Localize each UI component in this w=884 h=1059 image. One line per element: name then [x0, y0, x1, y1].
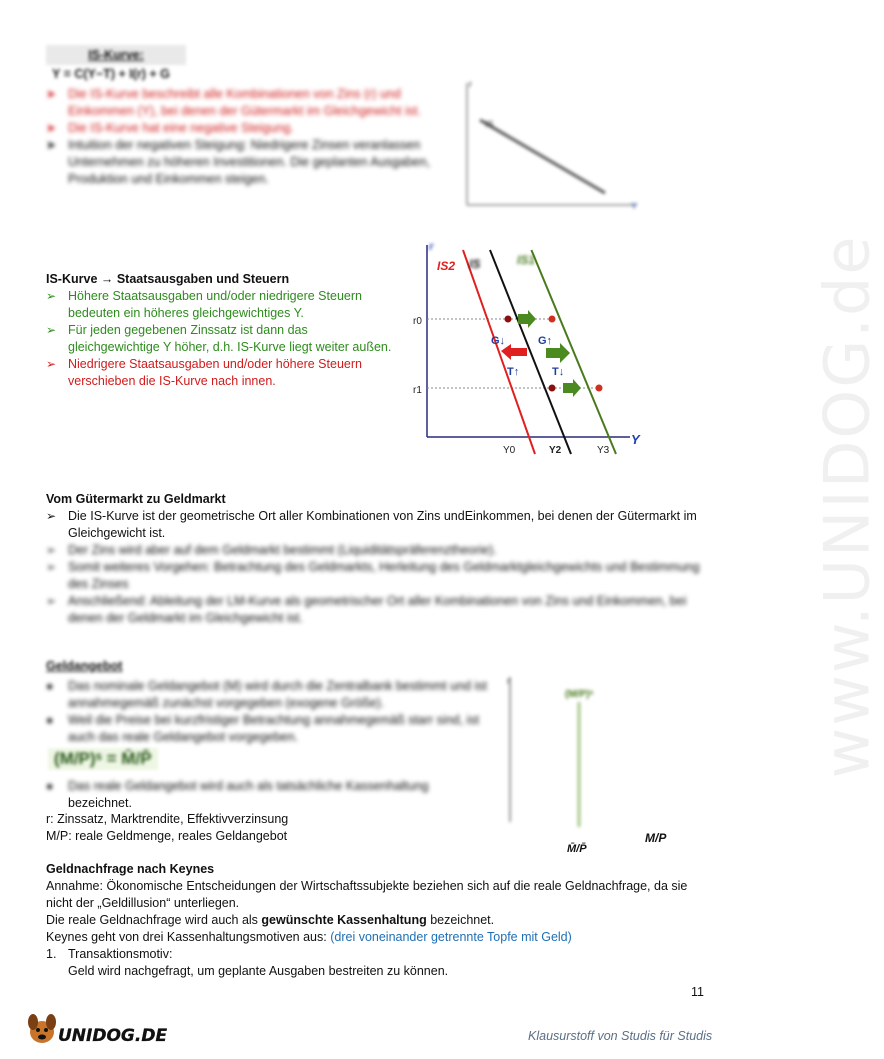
- item1-number: 1.: [46, 947, 57, 961]
- section4-heading: Geldangebot: [46, 659, 123, 673]
- section4-bullet3: [46, 778, 491, 812]
- x-axis-label: Y: [631, 432, 640, 447]
- watermark: www.UNIDOG.de: [810, 234, 884, 779]
- section5-para2: [46, 912, 706, 929]
- list-item: ➢ Höhere Staatsausgaben und/oder niedrigere Steuern bedeuten ein höheres gleichgewichtiges Y.: [46, 289, 362, 320]
- money-supply-formula: (M/P)ˢ = M̄/P̄: [48, 748, 158, 770]
- annotation-t-up: T↑: [507, 366, 520, 378]
- arrow-bullet-icon: ➤: [46, 87, 57, 101]
- item1-text: Geld wird nachgefragt, um geplante Ausgaben bestreiten zu können.: [68, 964, 449, 978]
- is-formula: Y = C(Y−T) + I(r) + G: [52, 67, 170, 81]
- supply-curve-label: (M/P)ˢ: [565, 689, 594, 700]
- is-curve-line: [480, 120, 605, 193]
- point-is-r1: [549, 385, 556, 392]
- section5-heading: Geldnachfrage nach Keynes: [46, 862, 215, 876]
- is-box-title: [46, 45, 186, 65]
- bullet3-continuation: bezeichnet.: [68, 796, 132, 810]
- list-item: ➢ Anschließend: Ableitung der LM-Kurve als geometrischer Ort aller Kombinationen von Zins und Einkommen, bei denen der Geldmarkt im Gleichgewicht ist.: [46, 594, 687, 625]
- list-item: ● Weil die Preise bei kurzfristiger Betrachtung annahmegemäß starr sind, ist auch das reale Geldangebot vorgegeben.: [46, 713, 480, 744]
- arrow-bullet-icon: ➢: [46, 543, 57, 557]
- blurred-bullets: [46, 542, 701, 627]
- arrow-bullet-icon: ➢: [46, 560, 57, 574]
- y-tick-r1: r1: [413, 385, 422, 396]
- para2-post: bezeichnet.: [426, 913, 495, 927]
- bullet-dot-icon: ●: [46, 779, 54, 793]
- y-axis-label: r: [429, 241, 434, 253]
- annotation-g-up: G↑: [538, 335, 553, 347]
- is-shift-chart: [405, 240, 650, 462]
- section5-para3: [46, 929, 706, 946]
- series-label-is: IS: [469, 257, 481, 271]
- section2-bullets: [46, 288, 401, 390]
- def-r: r: Zinssatz, Marktrendite, Effektivverzinsung: [46, 812, 289, 826]
- list-item: ➤ Intuition der negativen Steigung: Niedrigere Zinsen veranlassen Unternehmen zu höheren Investitionen. Die geplanten Ausgaben, Produktion und Einkommen steigen.: [46, 138, 431, 186]
- section4-bullets: [46, 678, 491, 746]
- section1-bullets: [46, 86, 441, 188]
- is-small-chart: [455, 75, 650, 215]
- list-item: ➤ Die IS-Kurve beschreibt alle Kombinationen von Zins (r) und Einkommen (Y), bei denen der Gütermarkt im Gleichgewicht ist.: [46, 87, 421, 118]
- is-box-title-text: IS-Kurve:: [88, 48, 144, 62]
- x-axis-label: M/P: [645, 831, 667, 845]
- section5-para1: Annahme: Ökonomische Entscheidungen der Wirtschaftssubjekte beziehen sich auf die reale Geldnachfrage, da sie nicht der „Geldillusion“ unterliegen.: [46, 879, 688, 910]
- logo-text: UNIDOG.DE: [58, 1026, 168, 1046]
- point-is1-r1: [596, 385, 603, 392]
- arrow-shift-right-r1: [563, 379, 581, 397]
- point-is1-r0: [549, 316, 556, 323]
- is-curve-label: IS: [485, 119, 494, 129]
- page-number: 11: [691, 985, 704, 999]
- para3-pre: Keynes geht von drei Kassenhaltungsmotiven aus:: [46, 930, 331, 944]
- annotation-g-down: G↓: [491, 335, 506, 347]
- section3-heading: Vom Gütermarkt zu Geldmarkt: [46, 492, 226, 506]
- arrow-bullet-icon: ➤: [46, 121, 57, 135]
- money-supply-chart: [495, 672, 685, 862]
- section3-bullets: [46, 508, 701, 627]
- arrow-bullet-icon: ➤: [46, 138, 57, 152]
- y-tick-r0: r0: [413, 316, 422, 327]
- x-tick-y0: Y0: [503, 445, 516, 456]
- arrow-bullet-icon: ➢: [46, 357, 57, 371]
- list-item: ➢ Somit weiteres Vorgehen: Betrachtung des Geldmarkts, Herleitung des Geldmarktgleichgewichts und Bestimmung des Zinses: [46, 560, 700, 591]
- series-label-is2: IS2: [437, 259, 456, 273]
- para2-bold: gewünschte Kassenhaltung: [261, 913, 427, 927]
- series-line-is1: [531, 250, 616, 454]
- para3-blue: (drei voneinander getrennte Topfe mit Geld): [330, 930, 572, 944]
- bullet-dot-icon: ●: [46, 679, 54, 693]
- list-item: ➤ Die IS-Kurve hat eine negative Steigung.: [46, 121, 294, 135]
- section2-heading: IS-Kurve → Staatsausgaben und Steuern: [46, 272, 290, 286]
- list-item: ➢ Die IS-Kurve ist der geometrische Ort aller Kombinationen von Zins undEinkommen, bei denen der Gütermarkt im Gleichgewicht ist.: [46, 509, 697, 540]
- list-item: ➢ Für jeden gegebenen Zinssatz ist dann das gleichgewichtige Y höher, d.h. IS-Kurve liegt weiter außen.: [46, 323, 392, 354]
- arrow-bullet-icon: ➢: [46, 509, 57, 523]
- arrow-bullet-icon: ➢: [46, 594, 57, 608]
- x-tick-y3: Y3: [597, 445, 610, 456]
- point-is-r0: [505, 316, 512, 323]
- list-item: ● Das reale Geldangebot wird auch als tatsächliche Kassenhaltung: [46, 779, 429, 793]
- x-tick-y2: Y2: [549, 445, 562, 456]
- y-axis-label: r: [507, 676, 510, 686]
- annotation-t-down: T↓: [552, 366, 565, 378]
- item1-title: Transaktionsmotiv:: [68, 947, 173, 961]
- arrow-bullet-icon: ➢: [46, 323, 57, 337]
- list-item: ➢ Niedrigere Staatsausgaben und/oder höhere Steuern verschieben die IS-Kurve nach innen.: [46, 357, 362, 388]
- footer-tagline: Klausurstoff von Studis für Studis: [528, 1029, 713, 1043]
- para2-pre: Die reale Geldnachfrage wird auch als: [46, 913, 262, 927]
- arrow-bullet-icon: ➢: [46, 289, 57, 303]
- dog-logo-icon: [24, 1010, 60, 1046]
- list-item: ● Das nominale Geldangebot (M) wird durch die Zentralbank bestimmt und ist annahmegemäß zunächst vorgegeben (exogene Größe).: [46, 679, 487, 710]
- section5-item1: [46, 946, 706, 980]
- x-tick-mp: M̄/P̄: [567, 843, 587, 855]
- def-mp: M/P: reale Geldmenge, reales Geldangebot: [46, 829, 288, 843]
- series-label-is1: IS1: [517, 253, 536, 267]
- y-axis-label: r: [469, 79, 472, 89]
- list-item: ➢ Der Zins wird aber auf dem Geldmarkt bestimmt (Liquiditätspräferenztheorie).: [46, 543, 497, 557]
- x-axis-label: Y: [631, 201, 638, 211]
- bullet-dot-icon: ●: [46, 713, 54, 727]
